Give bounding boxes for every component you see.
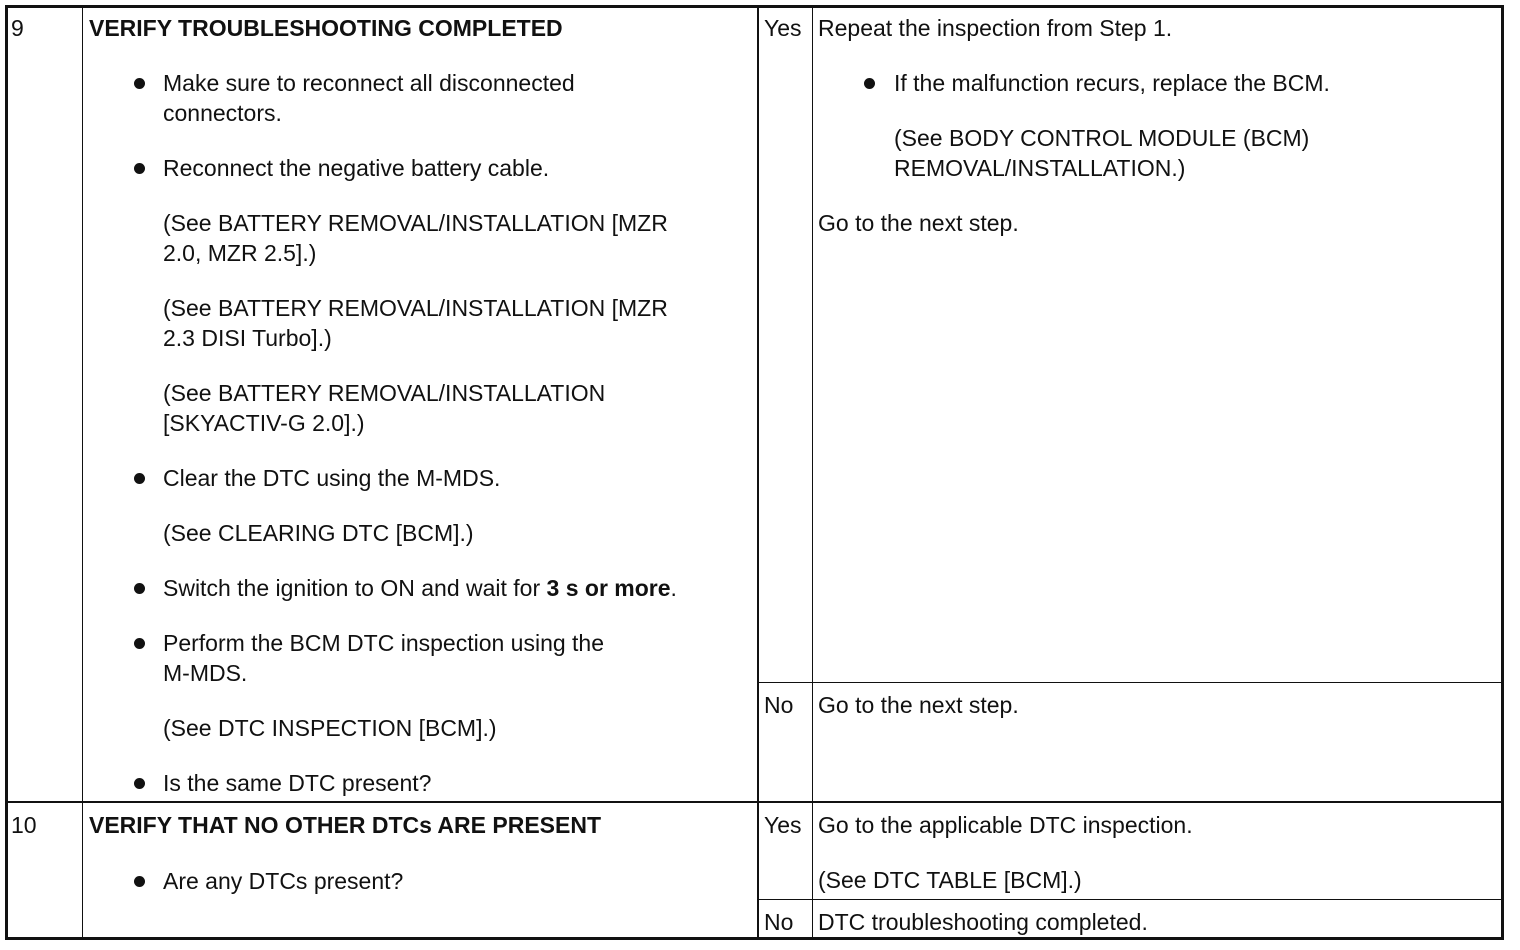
row-divider-step10-yes-no bbox=[758, 899, 1504, 900]
bullet-icon bbox=[134, 473, 145, 484]
reference-text: (See CLEARING DTC [BCM].) bbox=[163, 520, 474, 546]
action-text: Perform the BCM DTC inspection using the bbox=[163, 630, 605, 656]
bullet-icon bbox=[134, 876, 145, 887]
reference-text: (See BATTERY REMOVAL/INSTALLATION [MZR bbox=[163, 210, 668, 236]
reference-text: (See DTC TABLE [BCM].) bbox=[818, 867, 1082, 893]
result-text: Go to the next step. bbox=[818, 210, 1019, 236]
result-text: DTC troubleshooting completed. bbox=[818, 909, 1148, 935]
bullet-icon bbox=[864, 78, 875, 89]
bullet-icon bbox=[134, 583, 145, 594]
step-number: 10 bbox=[11, 812, 37, 838]
column-divider-result bbox=[812, 6, 813, 939]
question-text: Are any DTCs present? bbox=[163, 868, 404, 894]
step-number: 9 bbox=[11, 15, 24, 41]
reference-text: (See BODY CONTROL MODULE (BCM) bbox=[894, 125, 1310, 151]
result-yes-label: Yes bbox=[764, 15, 802, 41]
result-text: If the malfunction recurs, replace the BCM. bbox=[894, 70, 1330, 96]
action-text: Reconnect the negative battery cable. bbox=[163, 155, 550, 181]
result-text: Go to the applicable DTC inspection. bbox=[818, 812, 1193, 838]
result-no-label: No bbox=[764, 692, 794, 718]
action-text: M-MDS. bbox=[163, 660, 248, 686]
bullet-icon bbox=[134, 778, 145, 789]
bullet-icon bbox=[134, 78, 145, 89]
reference-text: [SKYACTIV-G 2.0].) bbox=[163, 410, 365, 436]
row-divider-step9-yes-no bbox=[758, 682, 1504, 683]
result-yes-label: Yes bbox=[764, 812, 802, 838]
step-title: VERIFY THAT NO OTHER DTCs ARE PRESENT bbox=[89, 812, 602, 838]
reference-text: (See BATTERY REMOVAL/INSTALLATION [MZR bbox=[163, 295, 668, 321]
ignition-duration: 3 s or more bbox=[546, 575, 671, 601]
ignition-text: Switch the ignition to ON and wait for bbox=[163, 575, 547, 601]
result-text: Go to the next step. bbox=[818, 692, 1019, 718]
action-text: connectors. bbox=[163, 100, 282, 126]
action-text: Make sure to reconnect all disconnected bbox=[163, 70, 575, 96]
action-text-ignition bbox=[163, 573, 677, 603]
reference-text: (See BATTERY REMOVAL/INSTALLATION bbox=[163, 380, 606, 406]
action-text: Clear the DTC using the M-MDS. bbox=[163, 465, 501, 491]
column-divider-step bbox=[82, 6, 83, 939]
result-text: Repeat the inspection from Step 1. bbox=[818, 15, 1173, 41]
bullet-icon bbox=[134, 163, 145, 174]
step-title: VERIFY TROUBLESHOOTING COMPLETED bbox=[89, 15, 563, 41]
column-divider-action bbox=[757, 6, 759, 939]
question-text: Is the same DTC present? bbox=[163, 770, 432, 796]
reference-text: (See DTC INSPECTION [BCM].) bbox=[163, 715, 497, 741]
reference-text: 2.3 DISI Turbo].) bbox=[163, 325, 332, 351]
bullet-icon bbox=[134, 638, 145, 649]
row-divider-step9-step10 bbox=[6, 801, 1504, 803]
ignition-period: . bbox=[670, 575, 677, 601]
reference-text: REMOVAL/INSTALLATION.) bbox=[894, 155, 1186, 181]
reference-text: 2.0, MZR 2.5].) bbox=[163, 240, 317, 266]
result-no-label: No bbox=[764, 909, 794, 935]
